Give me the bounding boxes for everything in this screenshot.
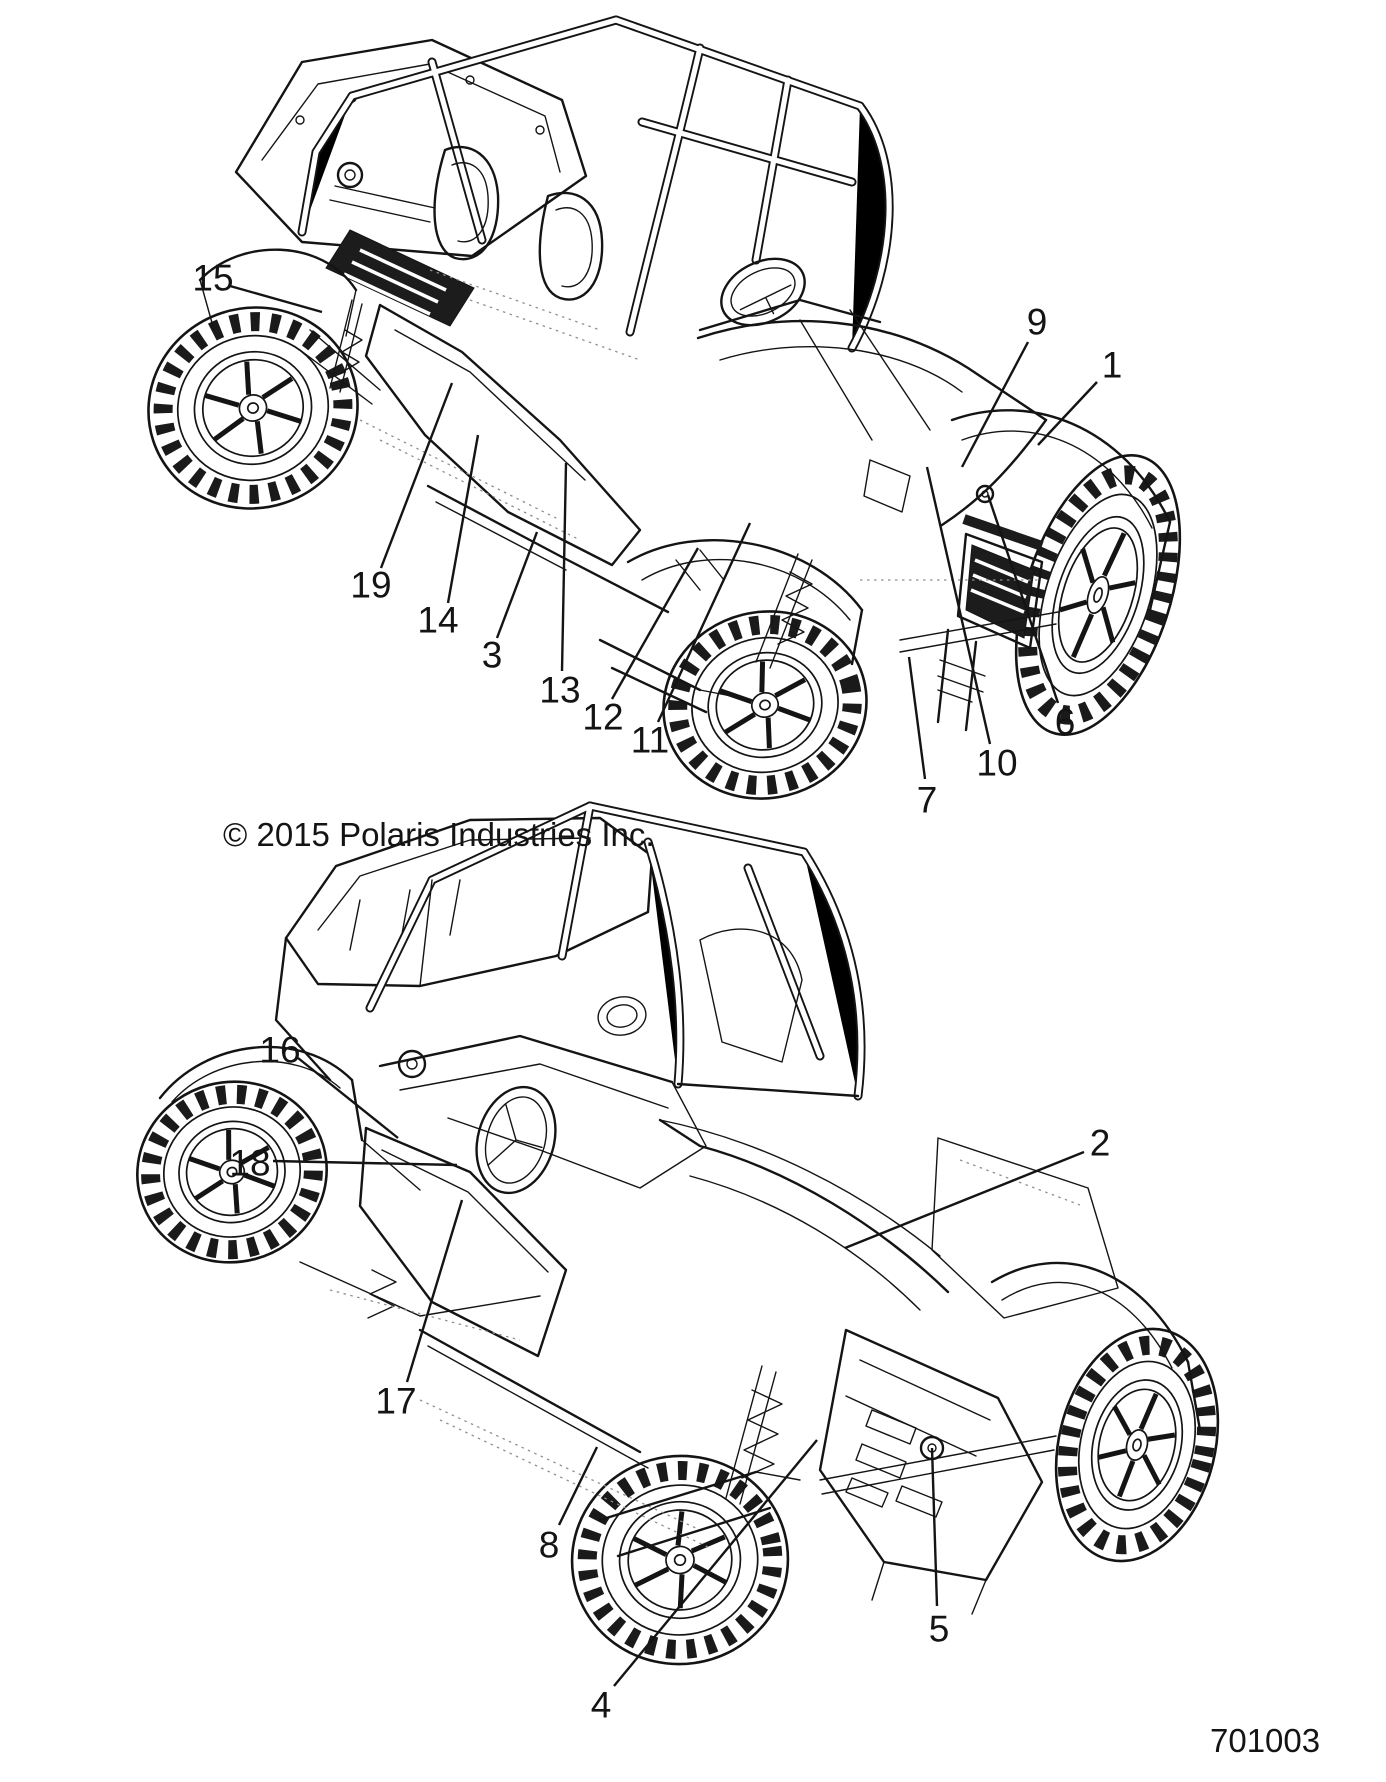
callout-label-10: 10 xyxy=(976,742,1018,784)
callout-label-4: 4 xyxy=(590,1684,612,1726)
lower-front-left-wheel xyxy=(559,1442,802,1678)
lower-front-bumper xyxy=(820,1330,1042,1614)
callout-leader-2 xyxy=(845,1152,1084,1248)
upper-side-body xyxy=(360,270,668,612)
callout-label-12: 12 xyxy=(582,696,624,738)
callout-label-5: 5 xyxy=(928,1608,950,1650)
upper-roll-cage xyxy=(302,20,889,348)
lower-cargo-bed xyxy=(276,818,652,1080)
callout-leader-19 xyxy=(381,383,452,568)
callout-label-18: 18 xyxy=(229,1142,271,1184)
callout-label-17: 17 xyxy=(375,1380,417,1422)
upper-vehicle-drawing xyxy=(122,20,1211,820)
callout-leader-17 xyxy=(407,1200,462,1382)
callout-label-2: 2 xyxy=(1089,1122,1111,1164)
callout-label-7: 7 xyxy=(916,779,938,821)
copyright-text: © 2015 Polaris Industries Inc. xyxy=(223,816,655,853)
drawing-number: 701003 xyxy=(1210,1722,1321,1759)
upper-hood xyxy=(698,300,1046,525)
callout-label-19: 19 xyxy=(350,564,392,606)
lower-seat xyxy=(700,929,802,1062)
callout-label-15: 15 xyxy=(192,257,234,299)
upper-rear-left-wheel xyxy=(122,280,384,535)
lower-dash xyxy=(380,993,706,1188)
lower-front-right-wheel xyxy=(1033,1312,1241,1579)
callout-label-14: 14 xyxy=(417,599,459,641)
callout-leader-9 xyxy=(962,342,1028,467)
callout-label-11: 11 xyxy=(630,719,670,761)
upper-front-left-wheel xyxy=(644,590,887,820)
callout-label-13: 13 xyxy=(539,669,581,711)
callout-label-16: 16 xyxy=(259,1029,301,1071)
upper-suspension xyxy=(300,300,1058,712)
callout-label-8: 8 xyxy=(538,1524,560,1566)
callout-label-9: 9 xyxy=(1026,301,1048,343)
callout-label-6: 6 xyxy=(1054,701,1076,743)
callout-label-1: 1 xyxy=(1101,344,1123,386)
callout-label-3: 3 xyxy=(481,634,503,676)
callout-leader-7 xyxy=(909,657,925,779)
lower-rear-box xyxy=(932,1138,1118,1318)
lower-vehicle-drawing xyxy=(117,806,1241,1678)
callout-leader-13 xyxy=(562,463,566,671)
callout-leader-1 xyxy=(1038,382,1097,445)
callout-leader-3 xyxy=(497,532,537,638)
